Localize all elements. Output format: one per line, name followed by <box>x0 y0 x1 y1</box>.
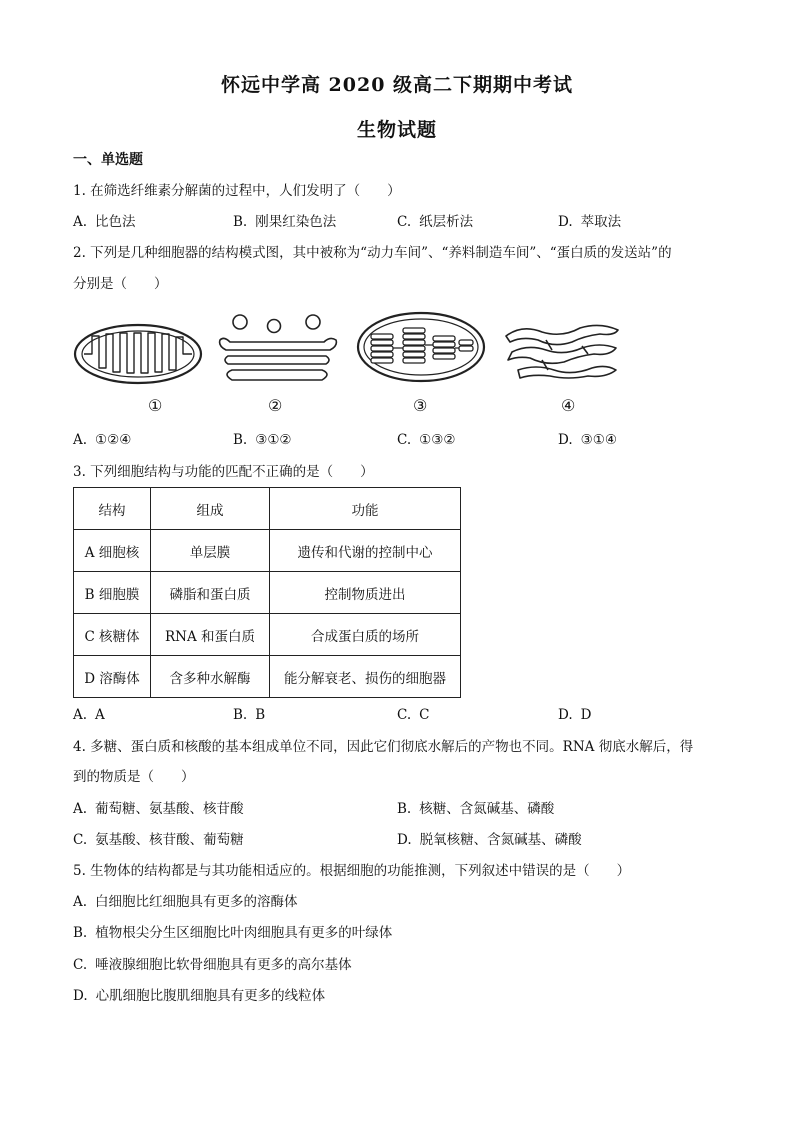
table-header-cell: 结构 <box>74 488 151 530</box>
question-5-stem: 5. 生物体的结构都是与其功能相适应的。根据细胞的功能推测，下列叙述中错误的是（ ） <box>73 863 631 879</box>
question-2-stem-line1: 2. 下列是几种细胞器的结构模式图，其中被称为“动力车间”、“养料制造车间”、“蛋白质的发送站”的 <box>73 245 672 261</box>
section-heading: 一、单选题 <box>73 152 143 168</box>
page-title: 怀远中学高 2020 级高二下期期中考试 <box>220 74 574 96</box>
q3-option-b: B. B <box>233 707 266 723</box>
q4-option-d: D. 脱氧核糖、含氮碱基、磷酸 <box>397 832 582 848</box>
table-header-cell: 组成 <box>151 488 270 530</box>
q3-option-d: D. D <box>558 707 592 723</box>
chloroplast-figure <box>355 310 487 384</box>
q4-option-a: A. 葡萄糖、氨基酸、核苷酸 <box>73 801 244 817</box>
figure-label-3: ③ <box>413 396 428 415</box>
q5-option-a: A. 白细胞比红细胞具有更多的溶酶体 <box>73 894 298 910</box>
table-row <box>74 656 461 698</box>
table-cell: A 细胞核 <box>74 530 151 572</box>
question-4-stem-line1: 4. 多糖、蛋白质和核酸的基本组成单位不同，因此它们彻底水解后的产物也不同。RNA 彻底水解后，得 <box>73 739 694 755</box>
table-cell: 单层膜 <box>151 530 270 572</box>
table-row <box>74 530 461 572</box>
table-cell: B 细胞膜 <box>74 572 151 614</box>
question-3-stem: 3. 下列细胞结构与功能的匹配不正确的是（ ） <box>73 464 374 480</box>
golgi-figure <box>214 312 342 386</box>
q4-option-b: B. 核糖、含氮碱基、磷酸 <box>397 801 555 817</box>
q3-option-a: A. A <box>73 707 105 723</box>
q1-option-b: B. 刚果红染色法 <box>233 214 337 230</box>
table-header-row <box>74 488 461 530</box>
table-cell: 遗传和代谢的控制中心 <box>270 530 461 572</box>
page-subtitle: 生物试题 <box>356 119 437 141</box>
q5-option-c: C. 唾液腺细胞比软骨细胞具有更多的高尔基体 <box>73 957 352 973</box>
question-4-stem-line2: 到的物质是（ ） <box>73 769 195 785</box>
q1-option-d: D. 萃取法 <box>558 214 622 230</box>
table-row <box>74 614 461 656</box>
figure-label-2: ② <box>268 396 283 415</box>
endoplasmic-reticulum-figure <box>502 322 622 380</box>
table-cell: RNA 和蛋白质 <box>151 614 270 656</box>
question-1-stem: 1. 在筛选纤维素分解菌的过程中，人们发明了（ ） <box>73 183 401 199</box>
table-cell: 含多种水解酶 <box>151 656 270 698</box>
q2-option-b: B. ③①② <box>233 432 292 448</box>
q2-option-c: C. ①③② <box>397 432 456 448</box>
table-cell: C 核糖体 <box>74 614 151 656</box>
table-cell: 控制物质进出 <box>270 572 461 614</box>
figure-label-4: ④ <box>561 396 576 415</box>
figure-label-1: ① <box>148 396 163 415</box>
q5-option-b: B. 植物根尖分生区细胞比叶肉细胞具有更多的叶绿体 <box>73 925 393 941</box>
q2-option-d: D. ③①④ <box>558 432 617 448</box>
q5-option-d: D. 心肌细胞比腹肌细胞具有更多的线粒体 <box>73 988 326 1004</box>
q3-option-c: C. C <box>397 707 430 723</box>
table-cell: D 溶酶体 <box>74 656 151 698</box>
q4-option-c: C. 氨基酸、核苷酸、葡萄糖 <box>73 832 244 848</box>
structure-function-table <box>73 487 461 698</box>
q1-option-a: A. 比色法 <box>73 214 136 230</box>
q2-option-a: A. ①②④ <box>73 432 132 448</box>
table-cell: 合成蛋白质的场所 <box>270 614 461 656</box>
q1-option-c: C. 纸层析法 <box>397 214 474 230</box>
table-cell: 能分解衰老、损伤的细胞器 <box>270 656 461 698</box>
table-row <box>74 572 461 614</box>
table-cell: 磷脂和蛋白质 <box>151 572 270 614</box>
table-header-cell: 功能 <box>270 488 461 530</box>
question-2-stem-line2: 分别是（ ） <box>73 276 168 292</box>
mitochondrion-figure <box>72 322 204 386</box>
